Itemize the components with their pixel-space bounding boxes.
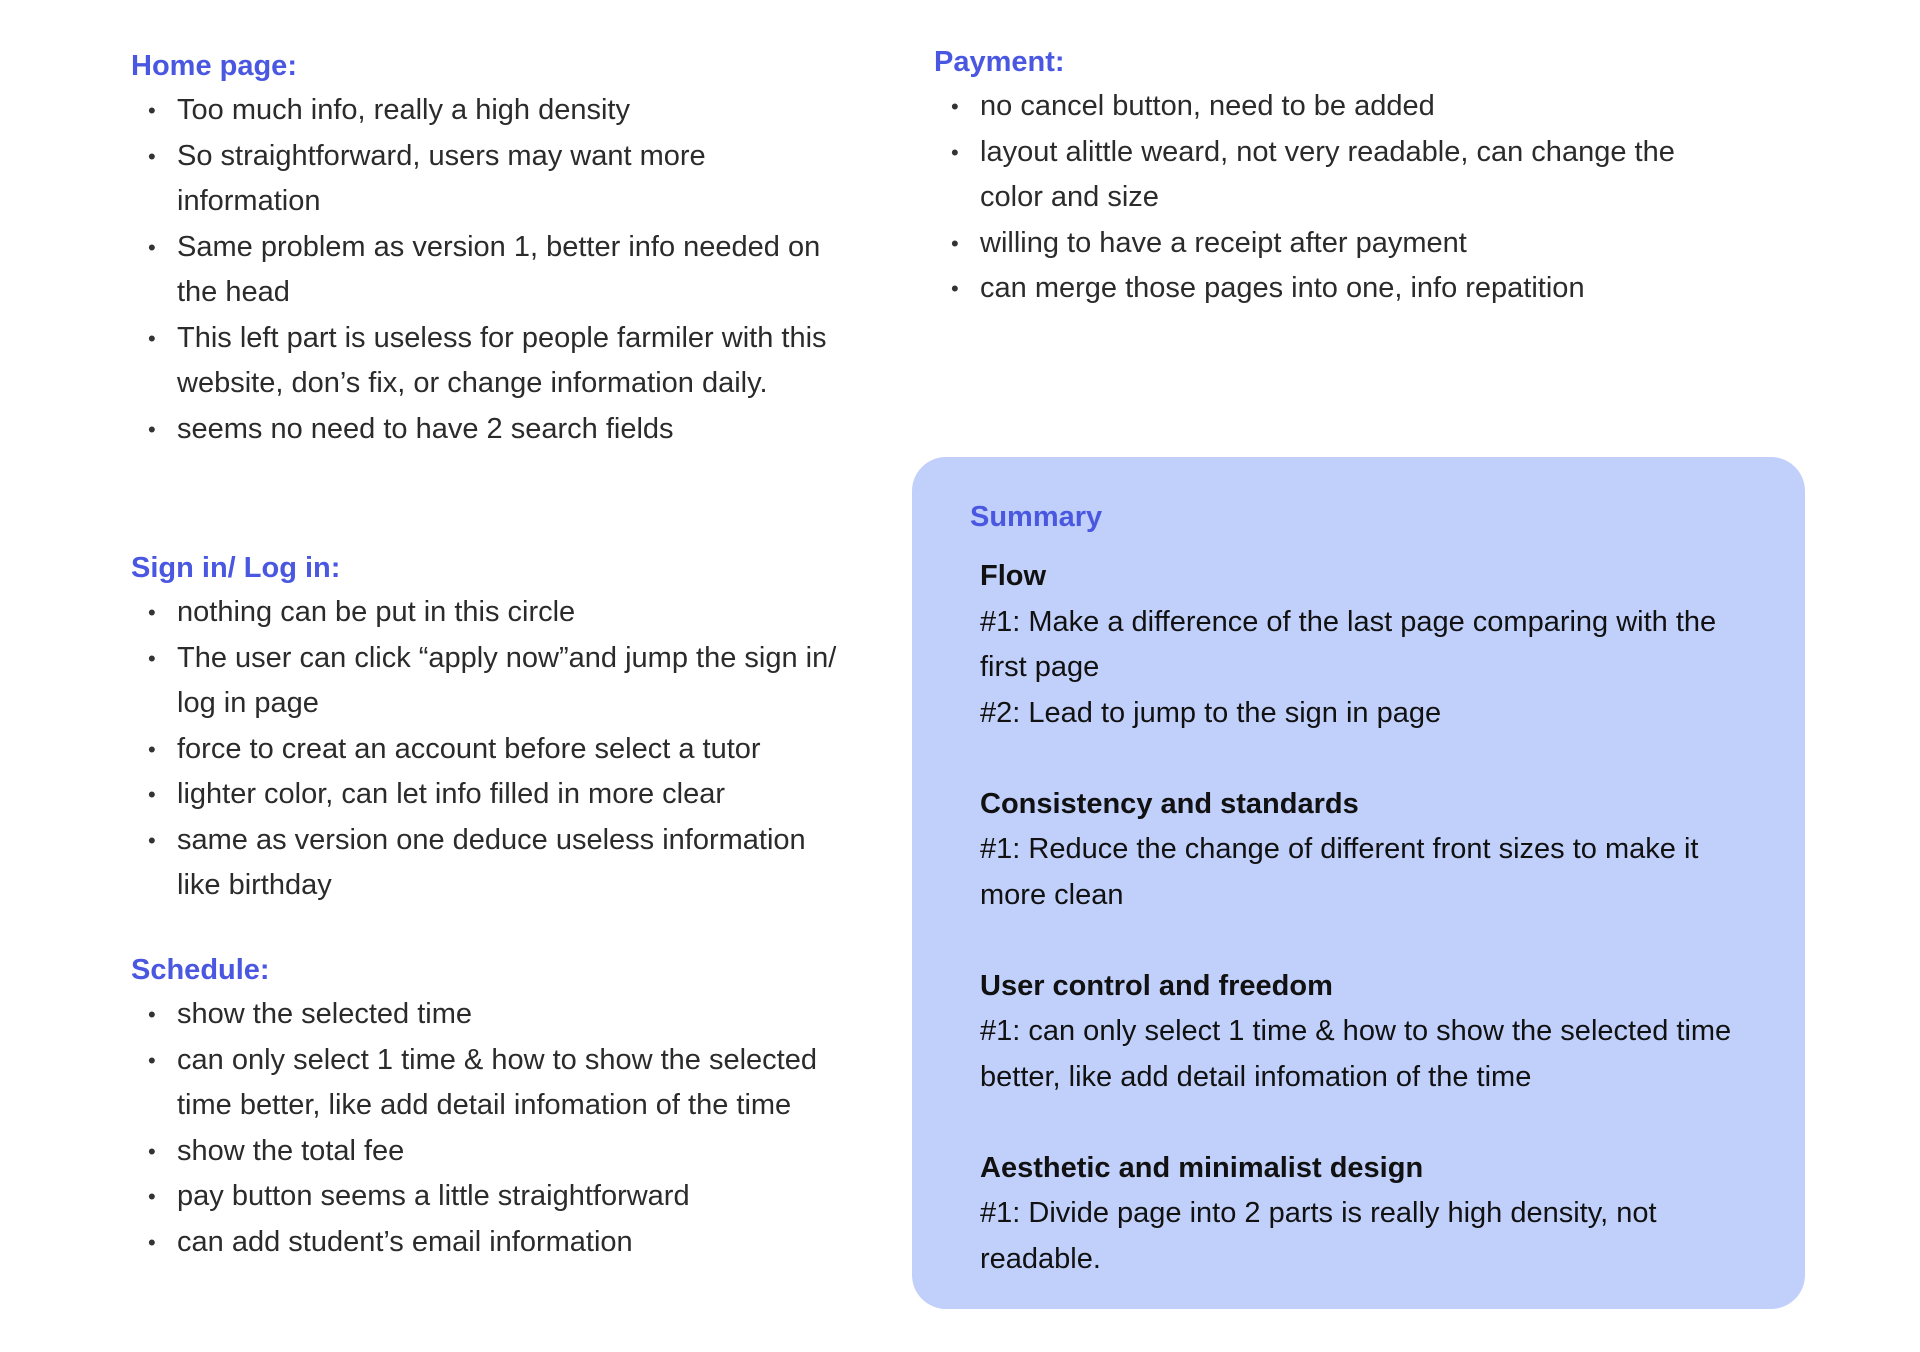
list-item — [131, 590, 851, 636]
payment-list — [934, 84, 1714, 312]
list-item-text: show the total fee — [177, 1134, 405, 1167]
list-item — [131, 1220, 851, 1266]
bullet-icon: • — [951, 94, 959, 119]
bullet-icon: • — [148, 600, 156, 625]
bullet-icon: • — [148, 234, 156, 260]
list-item-text: layout alittle weard, not very readable, can change the color and size — [980, 135, 1675, 213]
list-item-text: can merge those pages into one, info repatition — [980, 272, 1585, 304]
bullet-icon: • — [148, 1229, 156, 1255]
list-item-text: no cancel button, need to be added — [980, 90, 1435, 122]
heuristic-user-control — [980, 964, 1770, 1101]
list-item-text: The user can click “apply now”and jump the sign in/ log in page — [177, 641, 837, 719]
heuristic-point: #2: Lead to jump to the sign in page — [980, 696, 1442, 729]
summary-card — [912, 457, 1805, 1309]
heuristic-title: Flow — [980, 560, 1047, 592]
home-page-list — [131, 88, 851, 452]
bullet-icon: • — [148, 736, 156, 762]
list-item-text: So straightforward, users may want more information — [177, 139, 706, 217]
list-item — [934, 130, 1714, 221]
list-item-text: Too much info, really a high density — [177, 94, 630, 126]
bullet-icon: • — [148, 1138, 156, 1164]
list-item — [131, 1174, 851, 1220]
list-item-text: can only select 1 time & how to show the selected time better, like add detail infomation of the time — [177, 1043, 817, 1121]
heuristic-point: #1: Reduce the change of different front sizes to make it more clean — [980, 833, 1699, 911]
list-item — [131, 818, 851, 909]
home-page-section — [131, 44, 851, 452]
bullet-icon: • — [951, 139, 959, 165]
list-item-text: same as version one deduce useless information like birthday — [177, 823, 806, 901]
bullet-icon: • — [951, 230, 959, 256]
list-item-text: seems no need to have 2 search fields — [177, 412, 674, 445]
list-item-text: This left part is useless for people farmiler with this website, don’s fix, or change information daily. — [177, 321, 827, 399]
list-item — [131, 1038, 851, 1129]
payment-title: Payment: — [934, 46, 1065, 78]
list-item — [131, 772, 851, 818]
heuristic-point: #1: Make a difference of the last page comparing with the first page — [980, 605, 1717, 683]
list-item-text: Same problem as version 1, better info needed on the head — [177, 230, 821, 308]
heuristic-point: #1: can only select 1 time & how to show the selected time better, like add detail infomation of the time — [980, 1015, 1732, 1093]
heuristic-consistency — [980, 782, 1770, 919]
bullet-icon: • — [148, 98, 156, 123]
list-item-text: show the selected time — [177, 998, 472, 1030]
schedule-list — [131, 992, 851, 1265]
heuristic-aesthetic — [980, 1146, 1770, 1283]
heuristic-flow — [980, 554, 1770, 736]
heuristic-title: Consistency and standards — [980, 787, 1359, 820]
bullet-icon: • — [148, 645, 156, 671]
schedule-title: Schedule: — [131, 954, 270, 986]
list-item — [131, 992, 851, 1038]
bullet-icon: • — [148, 143, 156, 169]
list-item — [131, 1129, 851, 1175]
list-item — [131, 407, 851, 453]
bullet-icon: • — [148, 325, 156, 351]
list-item — [131, 727, 851, 773]
sign-in-list — [131, 590, 851, 909]
heuristic-title: User control and freedom — [980, 969, 1333, 1002]
list-item-text: can add student’s email information — [177, 1225, 633, 1258]
bullet-icon: • — [148, 827, 156, 853]
bullet-icon: • — [951, 276, 959, 301]
bullet-icon: • — [148, 416, 156, 442]
sign-in-section — [131, 546, 851, 909]
list-item — [934, 266, 1714, 312]
list-item-text: lighter color, can let info filled in more clear — [177, 778, 726, 810]
list-item — [131, 134, 851, 225]
list-item — [131, 636, 851, 727]
bullet-icon: • — [148, 1184, 156, 1209]
heuristic-point: #1: Divide page into 2 parts is really high density, not readable. — [980, 1197, 1657, 1275]
summary-title: Summary — [970, 501, 1103, 533]
heuristic-title: Aesthetic and minimalist design — [980, 1151, 1424, 1184]
home-page-title: Home page: — [131, 50, 297, 82]
list-item-text: willing to have a receipt after payment — [980, 226, 1467, 259]
payment-section — [934, 40, 1714, 312]
sign-in-title: Sign in/ Log in: — [131, 552, 341, 584]
bullet-icon: • — [148, 782, 156, 807]
bullet-icon: • — [148, 1002, 156, 1027]
list-item — [934, 84, 1714, 130]
schedule-section — [131, 948, 851, 1265]
summary-content — [980, 554, 1770, 1282]
bullet-icon: • — [148, 1047, 156, 1073]
list-item — [934, 221, 1714, 267]
list-item — [131, 88, 851, 134]
list-item — [131, 225, 851, 316]
list-item — [131, 316, 851, 407]
list-item-text: pay button seems a little straightforward — [177, 1180, 690, 1212]
list-item-text: force to creat an account before select a tutor — [177, 732, 761, 765]
list-item-text: nothing can be put in this circle — [177, 596, 576, 628]
